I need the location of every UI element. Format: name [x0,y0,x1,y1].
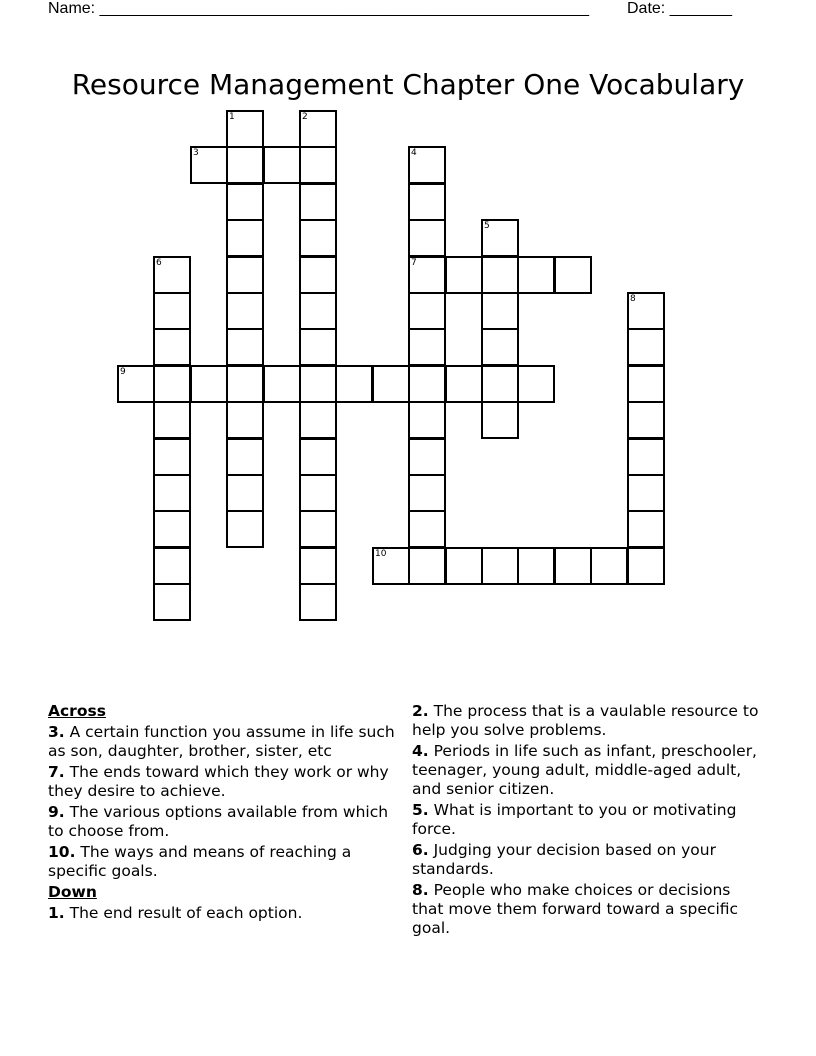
crossword-cell[interactable] [517,547,555,585]
crossword-cell[interactable] [299,328,337,366]
crossword-cell[interactable] [299,256,337,294]
crossword-cell[interactable] [554,256,592,294]
crossword-cell[interactable] [408,292,446,330]
crossword-cell[interactable] [408,401,446,439]
crossword-cell[interactable] [627,510,665,548]
crossword-cell[interactable] [153,438,191,476]
clues-left-column [48,702,398,925]
crossword-cell[interactable] [627,547,665,585]
crossword-cell[interactable] [408,547,446,585]
crossword-cell[interactable] [153,547,191,585]
crossword-cell[interactable] [226,256,264,294]
crossword-cell[interactable] [481,256,519,294]
crossword-cell[interactable] [299,583,337,621]
clue-number: 4. [412,742,429,760]
clue-number: 9. [48,803,65,821]
crossword-cell[interactable] [153,365,191,403]
crossword-cell[interactable] [117,365,155,403]
clue-down-2 [412,702,762,740]
clue-down-6 [412,841,762,879]
crossword-cell[interactable] [226,328,264,366]
crossword-cell[interactable] [226,401,264,439]
crossword-cell[interactable] [153,583,191,621]
crossword-cell[interactable] [226,292,264,330]
crossword-cell[interactable] [226,438,264,476]
cell-number: 4 [411,148,417,158]
crossword-cell[interactable] [590,547,628,585]
clue-number: 1. [48,904,65,922]
clue-text: People who make choices or decisions that move them forward toward a specific goal. [412,881,739,937]
crossword-cell[interactable] [226,183,264,221]
clue-text: Periods in life such as infant, preschooler, teenager, young adult, middle-aged adult, and senior citizen. [412,742,757,798]
clue-across-3 [48,723,398,761]
crossword-cell[interactable] [299,365,337,403]
crossword-cell[interactable] [517,256,555,294]
clue-text: Judging your decision based on your standards. [412,841,716,878]
crossword-cell[interactable] [263,146,301,184]
crossword-cell[interactable] [153,292,191,330]
clue-text: The ways and means of reaching a specific goals. [48,843,352,880]
crossword-cell[interactable] [226,510,264,548]
crossword-cell[interactable] [627,328,665,366]
crossword-cell[interactable] [299,219,337,257]
crossword-cell[interactable] [226,146,264,184]
clue-text: The ends toward which they work or why they desire to achieve. [48,763,389,800]
across-heading: Across [48,702,106,720]
crossword-cell[interactable] [627,292,665,330]
cell-number: 1 [229,112,235,122]
cell-number: 5 [484,221,490,231]
crossword-cell[interactable] [335,365,373,403]
crossword-cell[interactable] [481,328,519,366]
name-field-label: Name: _______________________________________________________ [48,0,589,17]
cell-number: 6 [156,258,162,268]
crossword-cell[interactable] [226,219,264,257]
crossword-cell[interactable] [153,510,191,548]
clue-number: 3. [48,723,65,741]
crossword-cell[interactable] [408,328,446,366]
crossword-cell[interactable] [408,256,446,294]
crossword-cell[interactable] [481,292,519,330]
crossword-cell[interactable] [372,547,410,585]
clue-number: 5. [412,801,429,819]
crossword-cell[interactable] [153,328,191,366]
crossword-cell[interactable] [299,401,337,439]
cell-number: 8 [630,294,636,304]
crossword-cell[interactable] [481,219,519,257]
clue-text: The end result of each option. [64,904,303,922]
crossword-cell[interactable] [372,365,410,403]
crossword-cell[interactable] [627,474,665,512]
clue-text: The process that is a vaulable resource to help you solve problems. [412,702,759,739]
clue-text: What is important to you or motivating force. [412,801,737,838]
crossword-cell[interactable] [627,438,665,476]
clue-text: The various options available from which to choose from. [48,803,389,840]
crossword-cell[interactable] [299,183,337,221]
crossword-cell[interactable] [299,292,337,330]
clue-across-9 [48,803,398,841]
crossword-cell[interactable] [299,110,337,148]
clue-down-4 [412,742,762,799]
crossword-cell[interactable] [263,365,301,403]
clue-down-1 [48,904,398,923]
cell-number: 9 [120,367,126,377]
clue-number: 8. [412,881,429,899]
crossword-cell[interactable] [445,547,483,585]
crossword-cell[interactable] [408,365,446,403]
crossword-cell[interactable] [554,547,592,585]
clue-number: 2. [412,702,429,720]
crossword-cell[interactable] [408,146,446,184]
cell-number: 7 [411,258,417,268]
clue-across-10 [48,843,398,881]
crossword-cell[interactable] [226,474,264,512]
crossword-cell[interactable] [445,365,483,403]
clue-number: 6. [412,841,429,859]
crossword-cell[interactable] [153,474,191,512]
cell-number: 10 [375,549,387,559]
clues-right-column [412,702,762,940]
crossword-cell[interactable] [408,510,446,548]
down-heading: Down [48,883,97,901]
crossword-cell[interactable] [408,183,446,221]
crossword-cell[interactable] [408,438,446,476]
crossword-cell[interactable] [627,365,665,403]
crossword-cell[interactable] [408,474,446,512]
cell-number: 2 [302,112,308,122]
crossword-cell[interactable] [481,547,519,585]
page-title: Resource Management Chapter One Vocabulary [71,67,745,101]
crossword-cell[interactable] [226,365,264,403]
crossword-cell[interactable] [153,401,191,439]
crossword-cell[interactable] [299,474,337,512]
crossword-cell[interactable] [190,146,228,184]
clue-across-7 [48,763,398,801]
crossword-cell[interactable] [226,110,264,148]
crossword-cell[interactable] [481,365,519,403]
crossword-cell[interactable] [445,256,483,294]
clue-text: A certain function you assume in life such as son, daughter, brother, sister, etc [48,723,395,760]
crossword-cell[interactable] [299,146,337,184]
crossword-cell[interactable] [481,401,519,439]
crossword-cell[interactable] [299,547,337,585]
crossword-cell[interactable] [627,401,665,439]
crossword-cell[interactable] [299,510,337,548]
clue-number: 7. [48,763,65,781]
crossword-cell[interactable] [299,438,337,476]
clue-down-5 [412,801,762,839]
crossword-cell[interactable] [517,365,555,403]
clue-number: 10. [48,843,76,861]
clue-down-8 [412,881,762,938]
crossword-cell[interactable] [408,219,446,257]
cell-number: 3 [193,148,199,158]
date-field-label: Date: _______ [627,0,732,17]
crossword-cell[interactable] [190,365,228,403]
crossword-cell[interactable] [153,256,191,294]
